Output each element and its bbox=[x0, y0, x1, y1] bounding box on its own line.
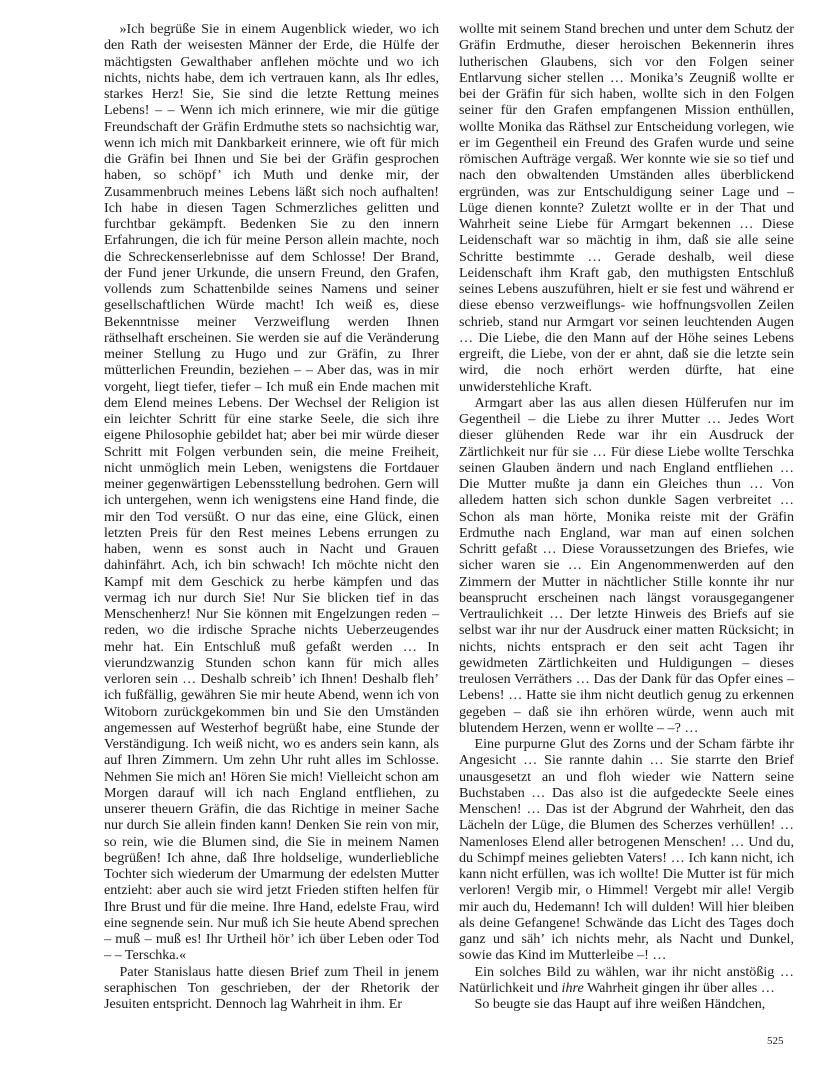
emphasized-word: ihre bbox=[561, 979, 584, 996]
left-column bbox=[104, 21, 439, 1012]
page-number: 525 bbox=[767, 1035, 784, 1047]
image-choice-paragraph bbox=[459, 964, 794, 997]
narrative-paragraph: Pater Stanislaus hatte diesen Brief zum Theil in jenem seraphischen Ton geschrieben, der der Rhetorik der Jesuiten entspricht. Dennoch lag Wahrheit in ihm. Er bbox=[104, 963, 439, 1012]
continued-paragraph: wollte mit seinem Stand brechen und unter dem Schutz der Gräfin Erdmuthe, dieser heroischen Bekennerin ihres lutherischen Glaubens, sich vor den Folgen seiner Entlarvung sicher stellen … Monika’s Zeugniß wollte er bei der Gräfin für sich haben, wollte sich in den Folgen seiner für den Grafen empfangenen Mission enthüllen, wollte Monika das Räthsel zur Entscheidung vorlegen, wie er im Gegentheil ein Freund des Grafen wurde und seine römischen Aufträge vergaß. Wer konnte wie sie so tief und nach den obwaltenden Umständen alles überblickend ergründen, was zur Entschuldigung seiner Lage und – Lüge dienen konnte? Zuletzt wollte er in der That und Wahrheit seine Liebe für Armgart bekennen … Diese Leidenschaft war so mächtig in ihm, daß sie alle seine Schritte bestimmte … Gerade deshalb, weil diese Leidenschaft ihm Kraft gab, den muthigsten Entschluß seines Lebens auszuführen, hielt er sie fest und während er diese ebenso verzweiflungs- wie hoffnungsvollen Zeilen schrieb, stand nur Armgart vor seinen leuchtenden Augen … Die Liebe, die den Mann auf der Höhe seines Lebens ergreift, die Liebe, von der er ahnt, daß sie die letzte sein wird, die noch erhört werden dürfte, hat eine unwiderstehliche Kraft. bbox=[459, 21, 794, 395]
armgart-paragraph: Armgart aber las aus allen diesen Hülferufen nur im Gegentheil – die Liebe zu ihrer Mutter … Jedes Wort dieser glühenden Rede war ihr ein Ausdruck der Zärtlichkeit nur für sie … Für diese Liebe wollte Terschka seinen Glauben ändern und nach England entfliehen … Die Mutter mußte ja dann ein Gleiches thun … Von alledem hatten sich schon dunkle Sagen verbreitet … Schon als man hörte, Monika reiste mit der Gräfin Erdmuthe nach England, war man auf einen solchen Schritt gefaßt … Diese Voraussetzungen des Briefes, wie sicher waren sie … Ein Angenommenwerden auf den Zimmern der Mutter in nächtlicher Stille konnte ihr nur beansprucht erscheinen nach längst vorausgegangener Vertraulichkeit … Der letzte Hinweis des Briefs auf sie selbst war ihr nur der Ausdruck einer matten Rücksicht; in nichts, nichts entsprach er den seit acht Tagen ihr gewidmeten Zärtlichkeiten und Huldigungen – dieses treulosen Verräthers … Das der Dank für das Opfer eines – Lebens! … Hatte sie ihm nicht deutlich genug zu erkennen gegeben – daß sie ihn erhören würde, wenn auch mit blutendem Herzen, wenn er wollte – –? … bbox=[459, 394, 794, 736]
right-column bbox=[459, 21, 794, 1012]
anger-paragraph: Eine purpurne Glut des Zorns und der Scham färbte ihr Angesicht … Sie rannte dahin … Sie starrte den Brief unausgesetzt an und floh wieder wie Nattern seine Buchstaben … Das also ist die aufgedeckte Seele eines Menschen! … Das ist der Abgrund der Wahrheit, den das Lächeln der Lüge, die Blumen des Scherzes verhüllen! … Namenloses Elend aller betrogenen Menschen! … Und du, du Schimpf meines geliebten Vaters! … Ich kann nicht, ich kann nicht erfüllen, was ich wollte! Die Mutter ist für mich verloren! Vergib mir, o Himmel! Vergebt mir alle! Vergib mir auch du, Hedemann! Ich will dulden! Will hier bleiben als deine Gefangene! Schwände das Licht des Tages doch ganz und säh’ ich nichts mehr, als Nacht und Dunkel, sowie das Kind im Mutterleibe –! … bbox=[459, 736, 794, 964]
text-run: Wahrheit gingen ihr über alles … bbox=[583, 979, 775, 996]
text-run: Ein solches Bild zu wählen, war ihr nicht anstößig … Natürlichkeit und bbox=[459, 963, 794, 996]
closing-paragraph: So beugte sie das Haupt auf ihre weißen Händchen, bbox=[474, 996, 766, 1012]
letter-paragraph: »Ich begrüße Sie in einem Augenblick wieder, wo ich den Rath der weisesten Männer der Erde, die Hülfe der mächtigsten Gewalthaber anflehen möchte und wo ich nichts, nichts habe, dem ich vertrauen kann, als Ihr edles, starkes Herz! Sie, Sie sind die letzte Rettung meines Lebens! – – Wenn ich mich erinnere, wie mir die gütige Freundschaft der Gräfin Erdmuthe stets so nachsichtig war, wenn ich mich mit Dankbarkeit erinnere, wie oft für mich die Gräfin bei Ihnen und Sie bei der Gräfin gesprochen haben, so schöpf’ ich Muth und denke mir, der Zusammenbruch meines Lebens läßt sich noch aufhalten! Ich habe in diesen Tagen Schmerzliches gelitten und furchtbar gekämpft. Bedenken Sie zu den innern Erfahrungen, die ich für meine Person allein machte, noch die Schreckenserlebnisse auf dem Schlosse! Der Brand, der Fund jener Urkunde, die unsern Freund, den Grafen, vollends zum Schattenbilde seines Namens und seiner gesellschaftlichen Würde macht! Ich weiß es, diese Bekenntnisse meiner Verzweiflung werden Ihnen räthselhaft erscheinen. Sie werden sie auf die Veränderung meiner Stellung zu Hugo und zur Gräfin, zu Ihrer mütterlichen Freundin, beziehen – – Aber das, was in mir vorgeht, liegt tiefer, tiefer – Ich muß ein Ende machen mit dem Elend meines Lebens. Der Wechsel der Religion ist ein leichter Schritt für eine starke Seele, die sich ihre eigene Philosophie gebildet hat; aber bei mir würde dieser Schritt mit Folgen verbunden sein, die meine Freiheit, nicht unmöglich mein Leben, wenigstens die Fortdauer meiner gegenwärtigen Lebensstellung bedrohen. Gern will ich untergehen, wenn ich wenigstens eine Hand finde, die mir den Tod versüßt. O nur das eine, eine Glück, einen letzten Preis für den Rest meines Lebens errungen zu haben, wenn es sonst auch in Nacht und Grauen dahinfährt. Ach, ich bin schwach! Ich möchte nicht den Kampf mit dem Geschick zu herbe kämpfen und das vermag ich nur durch Sie! Nur Sie blicken tief in das Menschenherz! Nur Sie können mit Engelzungen reden – reden, wo die irdische Sprache nichts Ueberzeugendes mehr hat. Ein Entschluß muß gefaßt werden … In vierundzwanzig Stunden schon kann für mich alles verloren sein … Deshalb schreib’ ich Ihnen! Deshalb fleh’ ich fußfällig, gewähren Sie mir heute Abend, wenn ich von Witoborn zurückgekommen bin und Sie den Umständen angemessen auf Westerhof begrüßt habe, eine Stunde der Verständigung. Ich weiß nicht, wo es anders sein kann, als auf Ihren Zimmern. Um zehn Uhr ruht alles im Schlosse. Nehmen Sie mich an! Hören Sie mich! Vielleicht schon am Morgen darauf will ich nach England entfliehen, zu unserer theuern Gräfin, die das Richtige in meiner Sache nur durch Sie allein finden kann! Denken Sie rein von mir, so rein, wie die Blumen sind, die Sie in meinem Namen begrüßen! Ich ahne, daß Ihre holdselige, wunderliebliche Tochter sich wiederum der Umarmung der edelsten Mutter entzieht: aber auch sie wird jetzt Frieden stiften helfen für Ihre Brust und für die meine. Ihre Hand, edelste Frau, wird eine segnende sein. Nur muß ich Sie heute Abend sprechen – muß – muß es! Ihr Urtheil hör’ ich über Leben oder Tod – – Terschka.« bbox=[104, 21, 439, 964]
